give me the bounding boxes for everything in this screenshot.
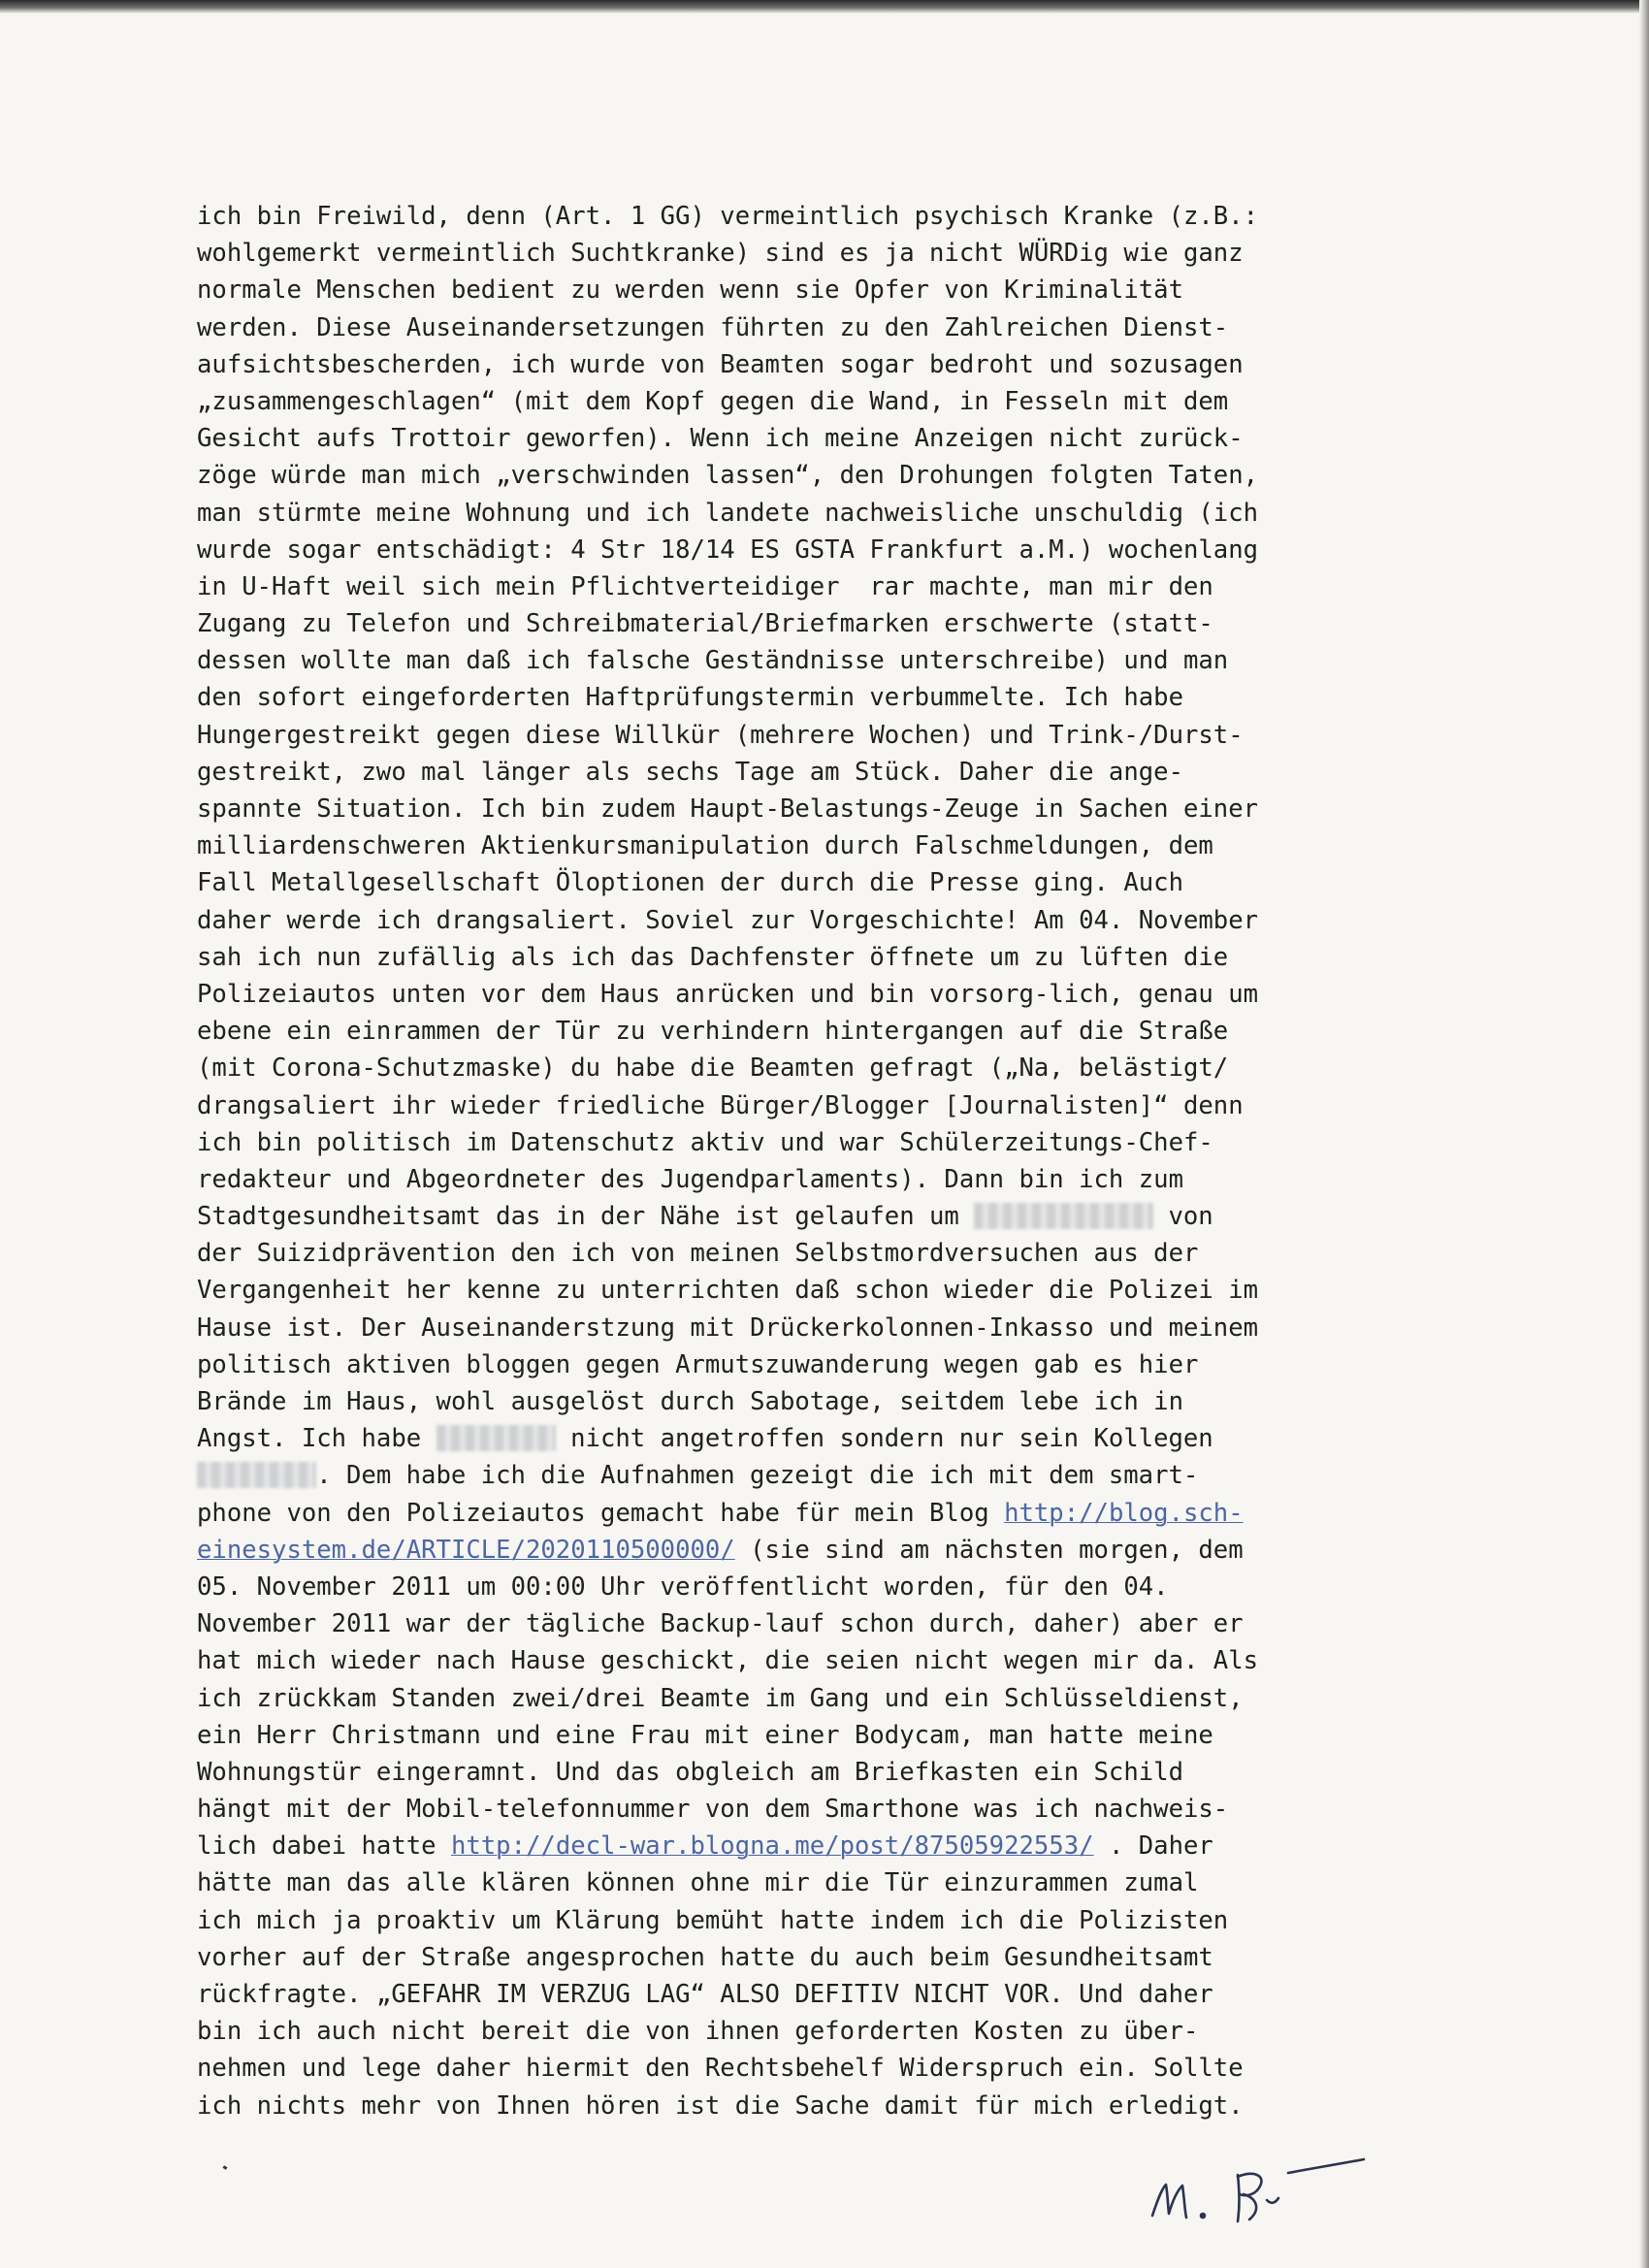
letter-line	[197, 532, 1448, 568]
letter-line	[197, 1754, 1448, 1791]
text-segment: (sie sind am nächsten morgen, dem	[734, 1535, 1244, 1565]
letter-line	[197, 1495, 1448, 1532]
letter-line	[197, 1050, 1448, 1086]
text-segment: politisch aktiven bloggen gegen Armutszuwanderung wegen gab es hier	[197, 1349, 1199, 1379]
letter-line	[197, 939, 1448, 976]
letter-line	[197, 1235, 1448, 1272]
letter-body	[197, 198, 1448, 2124]
letter-line	[197, 1272, 1448, 1309]
letter-line	[197, 309, 1448, 346]
letter-line	[197, 791, 1448, 827]
letter-line	[197, 1013, 1448, 1050]
letter-line	[197, 1087, 1448, 1124]
letter-line	[197, 1346, 1448, 1383]
text-segment: Zugang zu Telefon und Schreibmaterial/Briefmarken erschwerte (statt-	[197, 609, 1213, 639]
text-segment: normale Menschen bedient zu werden wenn sie Opfer von Kriminalität	[197, 275, 1183, 306]
letter-line	[197, 272, 1448, 308]
text-segment: bin ich auch nicht bereit die von ihnen geforderten Kosten zu über-	[197, 2017, 1199, 2047]
text-segment: lich dabei hatte	[197, 1831, 451, 1862]
letter-line	[197, 1902, 1448, 1939]
letter-line	[197, 679, 1448, 716]
url-link[interactable]: http://decl-war.blogna.me/post/87505922553/	[450, 1831, 1094, 1862]
text-segment: man stürmte meine Wohnung und ich landete nachweisliche unschuldig (ich	[197, 498, 1259, 528]
text-segment: werden. Diese Auseinandersetzungen führten zu den Zahlreichen Dienst-	[197, 312, 1229, 342]
text-segment: . Dem habe ich die Aufnahmen gezeigt die ich mit dem smart-	[316, 1461, 1199, 1491]
text-segment: 05. November 2011 um 00:00 Uhr veröffentlicht worden, für den 04.	[197, 1571, 1169, 1602]
text-segment: nehmen und lege daher hiermit den Rechtsbehelf Widerspruch ein. Sollte	[197, 2054, 1244, 2084]
text-segment: Gesicht aufs Trottoir geworfen). Wenn ich meine Anzeigen nicht zurück-	[197, 424, 1244, 454]
text-segment: spannte Situation. Ich bin zudem Haupt-Belastungs-Zeuge in Sachen einer	[197, 794, 1259, 824]
text-segment: Hause ist. Der Auseinanderstzung mit Drückerkolonnen-Inkasso und meinem	[197, 1312, 1259, 1343]
letter-line	[197, 1864, 1448, 1901]
letter-line	[197, 2013, 1448, 2050]
letter-line	[197, 1457, 1448, 1494]
letter-line	[197, 1532, 1448, 1569]
letter-line	[197, 1976, 1448, 2013]
letter-line	[197, 1420, 1448, 1457]
text-segment: den sofort eingeforderten Haftprüfungstermin verbummelte. Ich habe	[197, 683, 1183, 713]
text-segment: . Daher	[1093, 1831, 1213, 1862]
text-segment: daher werde ich drangsaliert. Soviel zur Vorgeschichte! Am 04. November	[197, 905, 1259, 935]
letter-line	[197, 1680, 1448, 1717]
letter-line	[197, 1717, 1448, 1754]
letter-line	[197, 605, 1448, 642]
letter-line	[197, 642, 1448, 679]
text-segment: drangsaliert ihr wieder friedliche Bürger/Blogger [Journalisten]“ denn	[197, 1090, 1244, 1120]
letter-line	[197, 346, 1448, 383]
text-segment: „zusammengeschlagen“ (mit dem Kopf gegen die Wand, in Fesseln mit dem	[197, 386, 1229, 416]
letter-line	[197, 2050, 1448, 2087]
letter-line	[197, 1161, 1448, 1198]
text-segment: milliardenschweren Aktienkursmanipulation durch Falschmeldungen, dem	[197, 831, 1213, 861]
text-segment: gestreikt, zwo mal länger als sechs Tage am Stück. Daher die ange-	[197, 757, 1183, 787]
letter-line	[197, 902, 1448, 939]
text-segment: dessen wollte man daß ich falsche Geständnisse unterschreibe) und man	[197, 646, 1229, 676]
text-segment: (mit Corona-Schutzmaske) du habe die Beamten gefragt („Na, belästigt/	[197, 1053, 1229, 1084]
text-segment: wohlgemerkt vermeintlich Suchtkranke) sind es ja nicht WÜRDig wie ganz	[197, 239, 1244, 269]
letter-line	[197, 1310, 1448, 1346]
text-segment: Polizeiautos unten vor dem Haus anrücken und bin vorsorg-lich, genau um	[197, 979, 1259, 1009]
letter-line	[197, 1791, 1448, 1828]
text-segment: Stadtgesundheitsamt das in der Nähe ist gelaufen um	[197, 1202, 975, 1232]
redacted-name	[974, 1203, 1153, 1229]
text-segment: ich bin politisch im Datenschutz aktiv und war Schülerzeitungs-Chef-	[197, 1127, 1213, 1157]
handwritten-signature	[1143, 2152, 1385, 2239]
letter-line	[197, 568, 1448, 605]
url-link[interactable]: http://blog.sch-	[1004, 1498, 1244, 1528]
text-segment: Vergangenheit her kenne zu unterrichten daß schon wieder die Polizei im	[197, 1276, 1259, 1306]
text-segment: November 2011 war der tägliche Backup-lauf schon durch, daher) aber er	[197, 1609, 1244, 1639]
stray-mark	[223, 2165, 228, 2170]
scan-right-edge	[1639, 0, 1649, 2268]
text-segment: von	[1153, 1202, 1213, 1232]
letter-line	[197, 457, 1448, 494]
text-segment: Brände im Haus, wohl ausgelöst durch Sabotage, seitdem lebe ich in	[197, 1387, 1183, 1416]
letter-line	[197, 1605, 1448, 1642]
letter-line	[197, 235, 1448, 272]
text-segment: Wohnungstür eingeramnt. Und das obgleich am Briefkasten ein Schild	[197, 1757, 1183, 1787]
text-segment: nicht angetroffen sondern nur sein Kollegen	[555, 1424, 1213, 1454]
text-segment: rückfragte. „GEFAHR IM VERZUG LAG“ ALSO DEFITIV NICHT VOR. Und daher	[197, 1980, 1213, 2009]
text-segment: hätte man das alle klären können ohne mir die Tür einzurammen zumal	[197, 1868, 1199, 1898]
text-segment: wurde sogar entschädigt: 4 Str 18/14 ES GSTA Frankfurt a.M.) wochenlang	[197, 535, 1259, 565]
letter-line	[197, 1828, 1448, 1864]
redacted-name	[197, 1462, 316, 1488]
text-segment: ich zrückkam Standen zwei/drei Beamte im Gang und ein Schlüsseldienst,	[197, 1683, 1244, 1713]
text-segment: sah ich nun zufällig als ich das Dachfenster öffnete um zu lüften die	[197, 942, 1229, 972]
text-segment: redakteur und Abgeordneter des Jugendparlaments). Dann bin ich zum	[197, 1164, 1183, 1194]
letter-line	[197, 383, 1448, 420]
text-segment: in U-Haft weil sich mein Pflichtverteidiger rar machte, man mir den	[197, 571, 1213, 601]
text-segment: aufsichtsbescherden, ich wurde von Beamten sogar bedroht und sozusagen	[197, 349, 1244, 379]
text-segment: Hungergestreikt gegen diese Willkür (mehrere Wochen) und Trink-/Durst-	[197, 720, 1244, 750]
text-segment: ein Herr Christmann und eine Frau mit einer Bodycam, man hatte meine	[197, 1720, 1213, 1750]
letter-line	[197, 864, 1448, 901]
text-segment: der Suizidprävention den ich von meinen Selbstmordversuchen aus der	[197, 1239, 1199, 1269]
url-link[interactable]: einesystem.de/ARTICLE/2020110500000/	[197, 1535, 735, 1565]
text-segment: ich nichts mehr von Ihnen hören ist die Sache damit für mich erledigt.	[197, 2090, 1244, 2121]
redacted-name	[436, 1425, 556, 1451]
text-segment: vorher auf der Straße angesprochen hatte du auch beim Gesundheitsamt	[197, 1942, 1213, 1972]
text-segment: phone von den Polizeiautos gemacht habe für mein Blog	[197, 1498, 1005, 1528]
letter-line	[197, 1124, 1448, 1161]
letter-line	[197, 717, 1448, 754]
letter-line	[197, 1642, 1448, 1679]
letter-line	[197, 1198, 1448, 1235]
text-segment: ich mich ja proaktiv um Klärung bemüht hatte indem ich die Polizisten	[197, 1905, 1229, 1935]
text-segment: ich bin Freiwild, denn (Art. 1 GG) vermeintlich psychisch Kranke (z.B.:	[197, 202, 1259, 231]
letter-line	[197, 420, 1448, 457]
letter-line	[197, 976, 1448, 1013]
letter-line	[197, 198, 1448, 235]
text-segment: Fall Metallgesellschaft Öloptionen der durch die Presse ging. Auch	[197, 868, 1183, 898]
letter-line	[197, 827, 1448, 864]
letter-line	[197, 1383, 1448, 1420]
text-segment: hängt mit der Mobil-telefonnummer von dem Smarthone was ich nachweis-	[197, 1795, 1229, 1825]
text-segment: zöge würde man mich „verschwinden lassen“, den Drohungen folgten Taten,	[197, 461, 1259, 491]
text-segment: hat mich wieder nach Hause geschickt, die seien nicht wegen mir da. Als	[197, 1646, 1259, 1676]
letter-line	[197, 2088, 1448, 2124]
letter-line	[197, 754, 1448, 791]
letter-line	[197, 495, 1448, 532]
scan-top-edge	[0, 0, 1649, 14]
letter-line	[197, 1569, 1448, 1605]
letter-line	[197, 1939, 1448, 1976]
text-segment: ebene ein einrammen der Tür zu verhindern hintergangen auf die Straße	[197, 1017, 1229, 1047]
text-segment: Angst. Ich habe	[197, 1424, 436, 1454]
